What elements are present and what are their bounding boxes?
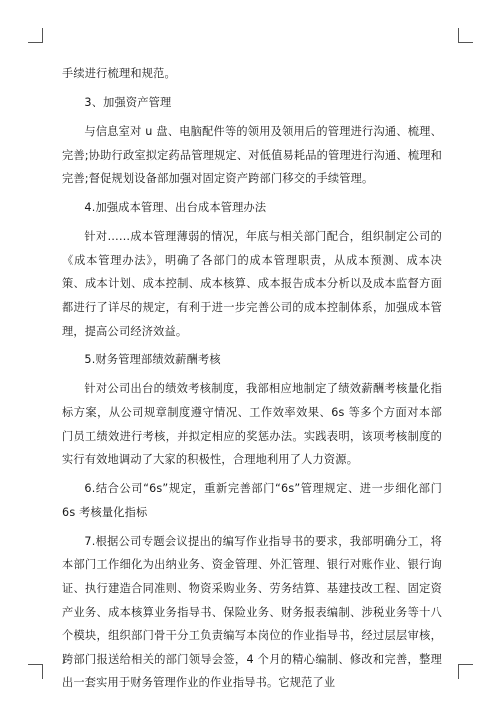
crop-mark-top-left — [28, 28, 43, 43]
paragraph: 手续进行梳理和规范。 — [62, 67, 176, 80]
section-heading: 3、加强资产管理 — [84, 95, 172, 109]
paragraph: 7.根据公司专题会议提出的编写作业指导书的要求，我部明确分工，将本部门工作细化为出纳业务、资金管理、外汇管理、银行对账作业、银行询证、执行建造合同准则、物资采购业务、劳务结算、基建技改工程、固定资产业务、成本核算业务指导书、保险业务、财务报表编制、涉税业务等十八个模块，组织部门骨干分工负责编写本岗位的作业指导书，经过层层审核，跨部门报送给相关的部门领导会签，4 个月的精心编制、修改和完善，整理出一套实用于财务管理作业的作业指导书。它规范了业 — [62, 534, 442, 690]
crop-mark-bottom-left — [28, 664, 43, 679]
section-heading: 6.结合公司“6s”规定，重新完善部门“6s”管理规定、进一步细化部门 6s 考核量化指标 — [62, 482, 442, 519]
section-heading: 5.财务管理部绩效薪酬考核 — [84, 353, 221, 367]
crop-mark-bottom-right — [458, 664, 473, 679]
section-heading: 4.加强成本管理、出台成本管理办法 — [84, 201, 267, 215]
crop-mark-top-right — [458, 28, 473, 43]
paragraph: 针对……成本管理薄弱的情况，年底与相关部门配合，组织制定公司的《成本管理办法》，明确了各部门的成本管理职责，从成本预测、成本决策、成本计划、成本控制、成本核算、成本报告成本分析以及成本监督方面都进行了详尽的规定，有利于进一步完善公司的成本控制体系，加强成本管理，提高公司经济效益。 — [62, 230, 442, 338]
document-body — [62, 62, 442, 700]
paragraph: 针对公司出台的绩效考核制度，我部相应地制定了绩效薪酬考核量化指标方案，从公司规章制度遵守情况、工作效率效果、6s 等多个方面对本部门员工绩效进行考核，并拟定相应的奖惩办法。实践表明，该项考核制度的实行有效地调动了大家的积极性，合理地利用了人力资源。 — [62, 382, 442, 467]
paragraph: 与信息室对 u 盘、电脑配件等的领用及领用后的管理进行沟通、梳理、完善;协助行政室拟定药品管理规定、对低值易耗品的管理进行沟通、梳理和完善;督促规划设备部加强对固定资产跨部门移交的手续管理。 — [62, 124, 442, 186]
